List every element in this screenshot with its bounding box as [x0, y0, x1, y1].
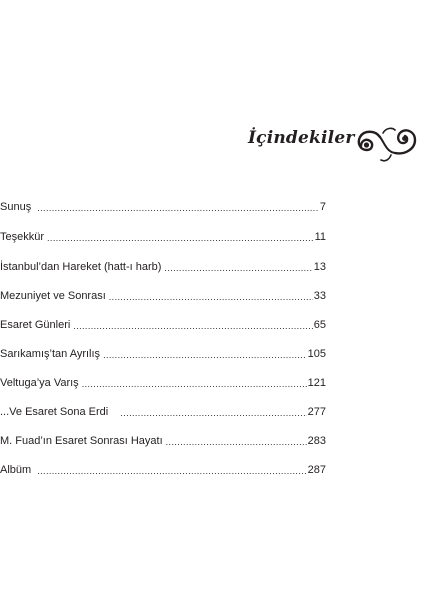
toc-entry-page: 13	[313, 261, 326, 273]
toc-entry-page: 287	[307, 464, 326, 476]
toc-entry-page: 33	[313, 290, 326, 302]
toc-entry[interactable]	[0, 432, 326, 448]
toc-entry[interactable]	[0, 403, 326, 419]
toc-entry-page: 283	[307, 435, 326, 447]
toc-entry-title: Veltuga’ya Varış	[0, 377, 79, 389]
toc-entry-title: İstanbul’dan Hareket (hatt-ı harb)	[0, 261, 162, 273]
dot-leader	[37, 202, 319, 214]
toc-entry[interactable]	[0, 316, 326, 332]
toc-entry[interactable]	[0, 287, 326, 303]
dot-leader	[47, 232, 314, 244]
dot-leader	[82, 378, 307, 390]
toc-entry[interactable]	[0, 198, 326, 214]
dot-leader	[120, 407, 306, 419]
toc-entry-title: Esaret Günleri	[0, 319, 71, 331]
dot-leader	[109, 291, 313, 303]
toc-heading: İçindekiler	[248, 128, 355, 148]
dot-leader	[103, 349, 307, 361]
toc-entry-page: 11	[314, 231, 326, 243]
dot-leader	[166, 436, 307, 448]
toc-entry-title: Sunuş	[0, 201, 35, 213]
toc-entry[interactable]	[0, 345, 326, 361]
toc-entry-title: Sarıkamış’tan Ayrılış	[0, 348, 101, 360]
dot-leader	[73, 320, 312, 332]
toc-entry-page: 65	[313, 319, 326, 331]
toc-entry-page: 7	[319, 201, 326, 213]
dot-leader	[164, 262, 312, 274]
toc-entry[interactable]	[0, 258, 326, 274]
swirl-ornament-icon	[345, 122, 423, 168]
toc-entry[interactable]	[0, 461, 326, 477]
toc-entry[interactable]	[0, 374, 326, 390]
dot-leader	[37, 465, 306, 477]
toc-entry-title: Teşekkür	[0, 231, 45, 243]
toc-entry-page: 277	[307, 406, 326, 418]
toc-entry-title: Albüm	[0, 464, 35, 476]
toc-entry-title: M. Fuad’ın Esaret Sonrası Hayatı	[0, 435, 163, 447]
toc-entry-title: ...Ve Esaret Sona Erdi	[0, 406, 118, 418]
toc-entry-page: 121	[307, 377, 326, 389]
toc-entry[interactable]	[0, 228, 326, 244]
toc-entry-page: 105	[307, 348, 326, 360]
toc-entry-title: Mezuniyet ve Sonrası	[0, 290, 106, 302]
